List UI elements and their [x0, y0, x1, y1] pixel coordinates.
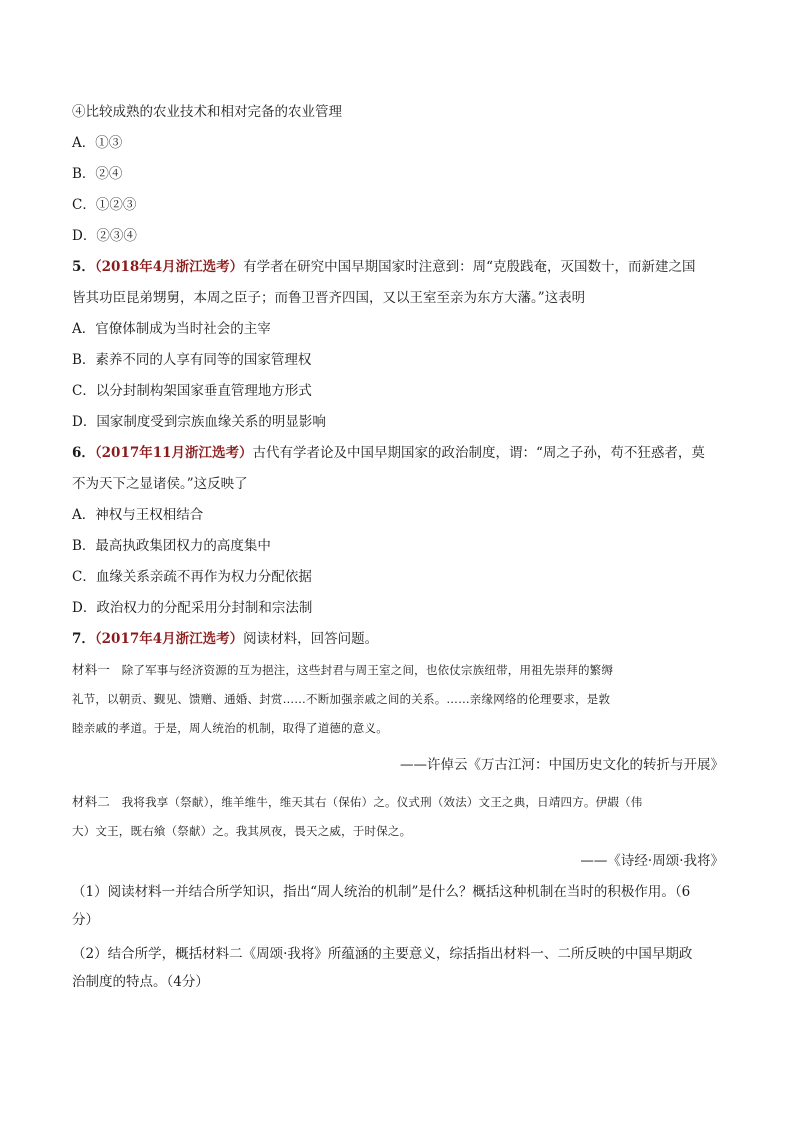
q5-stem-line1: [72, 257, 724, 277]
subquestion-1-line2: 分）: [72, 912, 99, 928]
q4-item4: ④比较成熟的农业技术和相对完备的农业管理: [72, 104, 342, 120]
material2-text1: 我将我享（祭献），维羊维牛，维天其右（保佑）之。仪式刑（效法）文王之典，日靖四方。伊嘏（伟: [121, 795, 643, 809]
q5-number: 5．: [72, 259, 95, 275]
q6-number: 6．: [72, 445, 95, 461]
material2-label: 材料二: [72, 794, 111, 809]
q7-stem: [72, 629, 724, 649]
q6-stem-line1: [72, 443, 724, 463]
q5-option-b: B．素养不同的人享有同等的国家管理权: [72, 352, 312, 368]
q5-option-d: D．国家制度受到宗族血缘关系的明显影响: [72, 414, 326, 430]
material1-label: 材料一: [72, 662, 111, 677]
q5-stem-line2: 皆其功臣昆弟甥舅，本周之臣子；而鲁卫晋齐四国，又以王室至亲为东方大藩。”这表明: [72, 290, 586, 306]
subquestion-1-line1: （1）阅读材料一并结合所学知识，指出“周人统治的机制”是什么？概括这种机制在当时的积极作用。（6: [72, 884, 691, 900]
q5-option-a: A．官僚体制成为当时社会的主宰: [72, 321, 271, 337]
material1-line1: [72, 660, 724, 680]
q6-option-a: A．神权与王权相结合: [72, 507, 204, 523]
q6-option-d: D．政治权力的分配采用分封制和宗法制: [72, 600, 313, 616]
q5-option-c: C．以分封制构架国家垂直管理地方形式: [72, 383, 312, 399]
q6-source: （2017年11月浙江选考）: [94, 445, 253, 461]
subquestion-2-line1: （2）结合所学，概括材料二《周颂·我将》所蕴涵的主要意义，综括指出材料一、二所反映的中国早期政: [72, 946, 693, 962]
q6-option-c: C．血缘关系亲疏不再作为权力分配依据: [72, 569, 312, 585]
material2-line1: [72, 792, 724, 812]
material2-line2: 大）文王，既右飨（祭献）之。我其夙夜，畏天之威，于时保之。: [72, 824, 412, 838]
q4-option-d: D．②③④: [72, 228, 137, 244]
material1-line3: 睦亲戚的孝道。于是，周人统治的机制，取得了道德的意义。: [72, 721, 388, 735]
q7-source: （2017年4月浙江选考）: [94, 631, 244, 647]
q6-stem-text: 古代有学者论及中国早期国家的政治制度，谓：“周之子孙，苟不狂惑者，莫: [252, 445, 705, 461]
material1-citation: ——许倬云《万古江河：中国历史文化的转折与开展》: [400, 757, 724, 773]
material1-text1: 除了军事与经济资源的互为挹注，这些封君与周王室之间，也依仗宗族纽带，用祖先崇拜的繁缛: [121, 663, 614, 677]
q6-option-b: B．最高执政集团权力的高度集中: [72, 538, 271, 554]
q5-source: （2018年4月浙江选考）: [94, 259, 244, 275]
material2-citation: ——《诗经·周颂·我将》: [580, 853, 724, 869]
q7-stem-text: 阅读材料，回答问题。: [243, 631, 379, 647]
material1-line2: 礼节，以朝贡、觐见、馈赠、通婚、封赏……不断加强亲戚之间的关系。……亲缘网络的伦理要求，是敦: [72, 692, 611, 706]
q7-number: 7．: [72, 631, 95, 647]
q5-stem-text: 有学者在研究中国早期国家时注意到：周“克殷践奄，灭国数十，而新建之国: [243, 259, 696, 275]
subquestion-2-line2: 治制度的特点。（4分）: [72, 974, 209, 990]
q4-option-c: C．①②③: [72, 197, 137, 213]
q4-option-b: B．②④: [72, 166, 123, 182]
q6-stem-line2: 不为天下之显诸侯。”这反映了: [72, 476, 248, 492]
q4-option-a: A．①③: [72, 135, 123, 151]
